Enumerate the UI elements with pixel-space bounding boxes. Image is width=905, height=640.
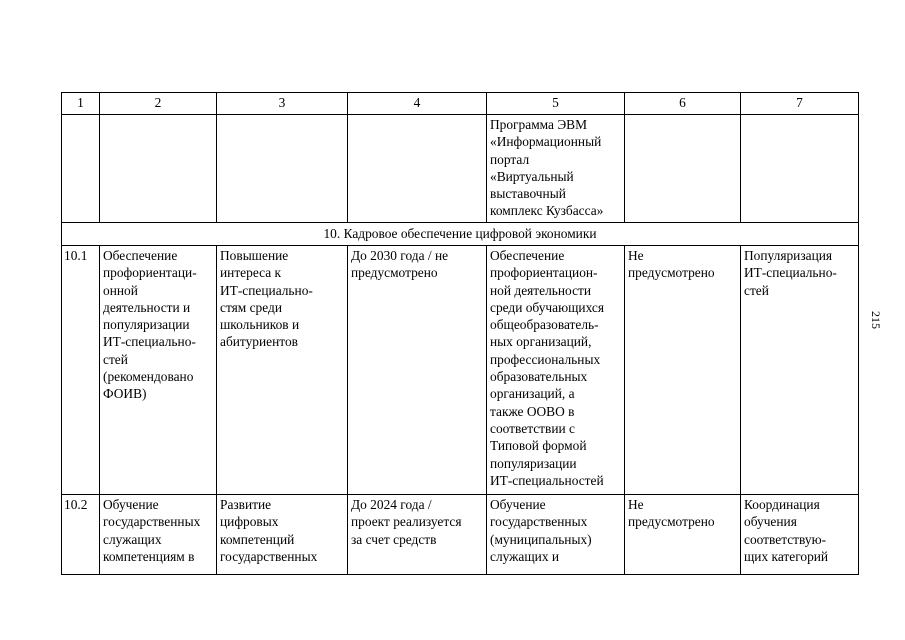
continuation-cell-2 <box>100 115 217 223</box>
continuation-cell-1 <box>62 115 100 223</box>
page-bottom-margin <box>0 578 905 640</box>
continuation-cell-6 <box>625 115 741 223</box>
row-number: 10.1 <box>62 246 100 495</box>
row-deadline: До 2030 года / не предусмотрено <box>348 246 487 495</box>
header-cell-6: 6 <box>625 93 741 115</box>
row-number: 10.2 <box>62 495 100 575</box>
header-cell-1: 1 <box>62 93 100 115</box>
row-result: Обучение государственных (муниципальных) служащих и <box>487 495 625 575</box>
row-deadline: До 2024 года / проект реализуется за счет средств <box>348 495 487 575</box>
page-number: 215 <box>869 311 883 329</box>
row-goal: Развитие цифровых компетенций государственных <box>217 495 348 575</box>
table-row <box>62 495 859 575</box>
row-funding: Не предусмотрено <box>625 246 741 495</box>
row-result: Обеспечение профориентацион- ной деятельности среди обучающихся общеобразователь- ных организаций, профессиональных образовательных организаций, а также ООВО в соответствии с Типовой формой популяризации ИТ-специальностей <box>487 246 625 495</box>
row-event-name: Обеспечение профориентаци- онной деятельности и популяризации ИТ-специально- стей (рекомендовано ФОИВ) <box>100 246 217 495</box>
header-cell-5: 5 <box>487 93 625 115</box>
row-goal: Повышение интереса к ИТ-специально- стям среди школьников и абитуриентов <box>217 246 348 495</box>
section-row <box>62 223 859 246</box>
continuation-cell-5: Программа ЭВМ «Информационный портал «Виртуальный выставочный комплекс Кузбасса» <box>487 115 625 223</box>
table-row <box>62 246 859 495</box>
header-cell-3: 3 <box>217 93 348 115</box>
continuation-cell-3 <box>217 115 348 223</box>
row-effect: Популяризация ИТ-специально- стей <box>741 246 859 495</box>
header-cell-4: 4 <box>348 93 487 115</box>
row-event-name: Обучение государственных служащих компетенциям в <box>100 495 217 575</box>
document-table-container <box>61 92 858 575</box>
header-cell-2: 2 <box>100 93 217 115</box>
header-row <box>62 93 859 115</box>
program-table <box>61 92 859 575</box>
header-cell-7: 7 <box>741 93 859 115</box>
row-funding: Не предусмотрено <box>625 495 741 575</box>
row-effect: Координация обучения соответствую- щих категорий <box>741 495 859 575</box>
continuation-cell-4 <box>348 115 487 223</box>
continuation-cell-7 <box>741 115 859 223</box>
continuation-row <box>62 115 859 223</box>
section-title: 10. Кадровое обеспечение цифровой экономики <box>62 223 859 246</box>
